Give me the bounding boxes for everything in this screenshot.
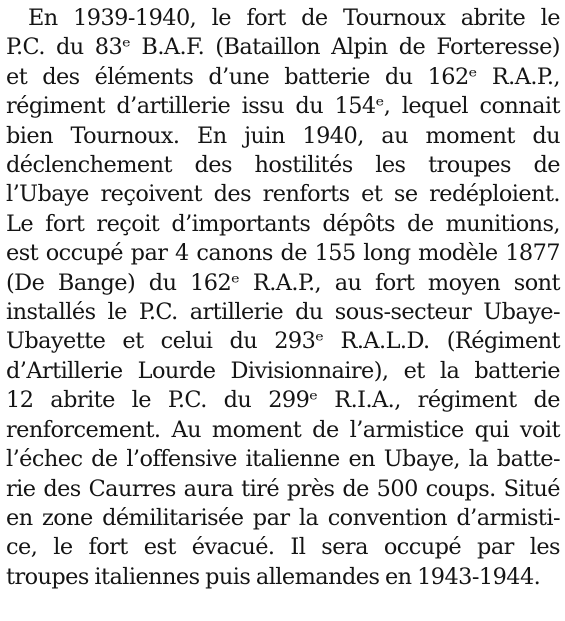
text-line-17: rie des Caurres aura tiré près de 500 coups. Situé — [6, 475, 560, 502]
text-line-18: en zone démilitarisée par la convention d’armisti- — [6, 504, 560, 531]
text-line-20: troupes italiennes puis allemandes en 1943-1944. — [6, 563, 541, 590]
text-line-4: régiment d’artillerie issu du 154ᵉ, lequel connait — [6, 93, 560, 120]
paragraph — [6, 4, 560, 592]
text-line-7: l’Ubaye reçoivent des renforts et se redéploient. — [6, 181, 560, 208]
text-line-11: installés le P.C. artillerie du sous-secteur Ubaye- — [6, 299, 560, 326]
text-line-5: bien Tournoux. En juin 1940, au moment du — [6, 122, 560, 149]
text-line-6: déclenchement des hostilités les troupes de — [6, 152, 560, 179]
text-line-19: ce, le fort est évacué. Il sera occupé par les — [6, 534, 560, 561]
text-line-9: est occupé par 4 canons de 155 long modèle 1877 — [6, 240, 560, 267]
text-line-16: l’échec de l’offensive italienne en Ubaye, la batte- — [6, 446, 560, 473]
text-line-14: 12 abrite le P.C. du 299ᵉ R.I.A., régiment de — [6, 387, 560, 414]
text-line-13: d’Artillerie Lourde Divisionnaire), et la batterie — [6, 357, 560, 384]
text-line-2: P.C. du 83ᵉ B.A.F. (Bataillon Alpin de Forteresse) — [6, 34, 560, 61]
text-line-1: En 1939-1940, le fort de Tournoux abrite le — [28, 5, 560, 31]
text-line-12: Ubayette et celui du 293ᵉ R.A.L.D. (Régiment — [6, 328, 560, 355]
text-line-3: et des éléments d’une batterie du 162ᵉ R.A.P., — [6, 63, 560, 90]
text-line-8: Le fort reçoit d’importants dépôts de munitions, — [6, 210, 560, 237]
text-line-15: renforcement. Au moment de l’armistice qui voit — [6, 416, 560, 443]
text-line-10: (De Bange) du 162ᵉ R.A.P., au fort moyen sont — [6, 269, 560, 296]
